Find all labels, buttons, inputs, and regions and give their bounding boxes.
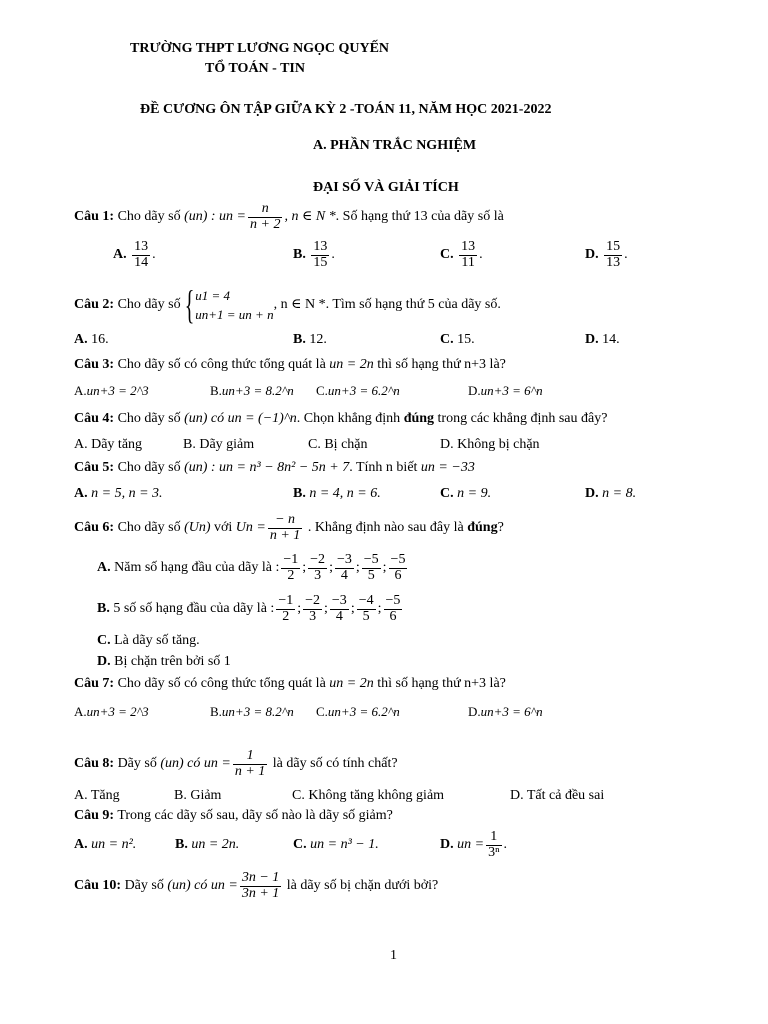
question-8: Câu 8: Dãy số (un) có un = $\frac{1}{n + 1}$ là dãy số có tính chất? <box>74 747 398 779</box>
q5-option-d[interactable]: D. n = 8. <box>585 486 637 501</box>
question-4: Câu 4: Cho dãy số (un) có un = (−1)^n. Chọn khẳng định đúng trong các khẳng định sau đây? <box>74 411 608 426</box>
question-5: Câu 5: Cho dãy số (un) : un = n³ − 8n² − 5n + 7. Tính n biết un = −33 <box>74 460 475 475</box>
q6-option-a[interactable]: A. Năm số hạng đầu của dãy là : $\frac{-1}{2}$ ; $\frac{-2}{3}$ ; $\frac{-3}{4}$ ; $\frac{-5}{5}$ ; $\frac{-5}{6}$ <box>97 551 406 583</box>
school-name: TRƯỜNG THPT LƯƠNG NGỌC QUYẾN <box>130 41 390 56</box>
q5-option-b[interactable]: B. n = 4, n = 6. <box>293 486 381 501</box>
department: TỔ TOÁN - TIN <box>205 61 305 76</box>
question-6: Câu 6: Cho dãy số (Un) với Un = $\frac{- n}{n + 1}$ . Khẳng định nào sau đây là đúng ? <box>74 511 504 543</box>
q8-option-d[interactable]: D. Tất cả đều sai <box>510 788 605 803</box>
q-text: Cho dãy số <box>117 297 181 312</box>
q9-option-c[interactable]: C. un = n³ − 1. <box>293 837 379 852</box>
q1-option-b[interactable]: B. $\frac{13}{15}$ . <box>293 239 335 270</box>
q4-option-a[interactable]: A. Dãy tăng <box>74 437 143 452</box>
q7-option-a[interactable]: A.un+3 = 2^3 <box>74 704 149 719</box>
q6-option-c[interactable]: C. Là dãy số tăng. <box>97 633 200 648</box>
q7-option-b[interactable]: B.un+3 = 8.2^n <box>210 704 294 719</box>
q-system: u1 = 4 un+1 = un + n <box>195 287 274 322</box>
q4-option-d[interactable]: D. Không bị chặn <box>440 437 540 452</box>
q-label: Câu 1: <box>74 209 115 224</box>
q9-option-a[interactable]: A. un = n². <box>74 837 137 852</box>
q5-option-c[interactable]: C. n = 9. <box>440 486 492 501</box>
q-label: Câu 2: <box>74 297 115 312</box>
q5-option-a[interactable]: A. n = 5, n = 3. <box>74 486 163 501</box>
q-text-post: . Số hạng thứ 13 của dãy số là <box>335 209 504 224</box>
q-fraction: $\frac{n}{n + 2}$ <box>250 200 281 232</box>
q2-option-a[interactable]: A. 16. <box>74 332 109 347</box>
page-number: 1 <box>390 948 397 963</box>
question-10: Câu 10: Dãy số (un) có un = $\frac{3n - 1}{3n + 1}$ là dãy số bị chặn dưới bởi? <box>74 869 439 901</box>
q8-option-a[interactable]: A. Tăng <box>74 788 120 803</box>
q9-option-d[interactable]: D. un = $\frac{1}{\text{3ⁿ}}$ . <box>440 828 507 860</box>
q9-option-b[interactable]: B. un = 2n. <box>175 837 240 852</box>
q7-option-d[interactable]: D.un+3 = 6^n <box>468 704 543 719</box>
q-formula: (un) : un = <box>184 209 246 224</box>
question-3: Câu 3: Cho dãy số có công thức tổng quát là un = 2n thì số hạng thứ n+3 là? <box>74 357 506 372</box>
question-9: Câu 9: Trong các dãy số sau, dãy số nào là dãy số giảm? <box>74 808 393 823</box>
doc-title: ĐỀ CƯƠNG ÔN TẬP GIỮA KỲ 2 -TOÁN 11, NĂM HỌC 2021-2022 <box>140 102 552 117</box>
q3-option-c[interactable]: C.un+3 = 6.2^n <box>316 383 400 398</box>
q4-option-b[interactable]: B. Dãy giảm <box>183 437 255 452</box>
subsection-heading: ĐẠI SỐ VÀ GIẢI TÍCH <box>313 180 459 195</box>
q6-option-d[interactable]: D. Bị chặn trên bởi số 1 <box>97 654 231 669</box>
question-2 <box>74 283 501 327</box>
q8-option-c[interactable]: C. Không tăng không giảm <box>292 788 445 803</box>
q7-option-c[interactable]: C.un+3 = 6.2^n <box>316 704 400 719</box>
q1-option-d[interactable]: D. $\frac{15}{13}$ . <box>585 239 628 270</box>
q-text-post: , n ∈ N *. Tìm số hạng thứ 5 của dãy số. <box>273 297 501 312</box>
q3-option-d[interactable]: D.un+3 = 6^n <box>468 383 543 398</box>
section-heading: A. PHẦN TRẮC NGHIỆM <box>313 138 477 153</box>
q4-option-c[interactable]: C. Bị chặn <box>308 437 368 452</box>
q6-option-b[interactable]: B. 5 số số hạng đầu của dãy là : $\frac{-1}{2}$ ; $\frac{-2}{3}$ ; $\frac{-3}{4}$ ; $\frac{-4}{5}$ ; $\frac{-5}{6}$ <box>97 592 401 624</box>
q2-option-c[interactable]: C. 15. <box>440 332 475 347</box>
q-condition: , n ∈ N * <box>284 209 336 224</box>
q1-option-a[interactable]: A. $\frac{13}{14}$ . <box>113 239 156 270</box>
q2-option-d[interactable]: D. 14. <box>585 332 620 347</box>
q8-option-b[interactable]: B. Giảm <box>174 788 222 803</box>
q3-option-b[interactable]: B.un+3 = 8.2^n <box>210 383 294 398</box>
q2-option-b[interactable]: B. 12. <box>293 332 327 347</box>
question-1 <box>74 202 504 232</box>
q3-option-a[interactable]: A.un+3 = 2^3 <box>74 383 149 398</box>
question-7: Câu 7: Cho dãy số có công thức tổng quát là un = 2n thì số hạng thứ n+3 là? <box>74 676 506 691</box>
q1-option-c[interactable]: C. $\frac{13}{11}$ . <box>440 239 483 270</box>
q-text: Cho dãy số <box>117 209 181 224</box>
brace-icon: { <box>184 282 195 327</box>
